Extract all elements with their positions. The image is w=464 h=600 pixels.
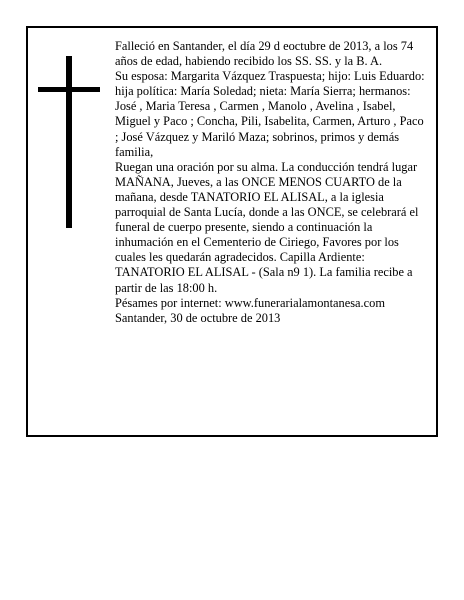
cross-vertical-bar xyxy=(66,56,72,228)
notice-paragraph-place-date: Santander, 30 de octubre de 2013 xyxy=(115,310,281,325)
latin-cross-icon xyxy=(38,56,102,228)
notice-paragraph-death: Falleció en Santander, el día 29 d eoctubre de 2013, a los 74 años de edad, habiendo recibido los SS. SS. y la B. A. xyxy=(115,39,414,69)
obituary-notice xyxy=(26,26,438,437)
notice-paragraph-family: Su esposa: Margarita Vázquez Traspuesta; hijo: Luis Eduardo: hija política: María Soledad; nieta: María Sierra; hermanos: José , Maria Teresa , Carmen , Manolo , Avelina , Isabel, Miguel y Paco ; Concha, Pili, Isabelita, Carmen, Arturo , Paco ; José Vázquez y Mariló Maza; sobrinos, primos y demás familia, xyxy=(115,69,425,159)
notice-text xyxy=(115,39,425,326)
cross-horizontal-bar xyxy=(38,87,100,92)
notice-paragraph-condolences: Pésames por internet: www.funerarialamontanesa.com xyxy=(115,295,385,310)
notice-paragraph-funeral: Ruegan una oración por su alma. La conducción tendrá lugar MAÑANA, Jueves, a las ONCE MENOS CUARTO de la mañana, desde TANATORIO EL ALISAL, a la iglesia parroquial de Santa Lucía, donde a las ONCE, se celebrará el funeral de cuerpo presente, siendo a continuación la inhumación en el Cementerio de Ciriego, Favores por los cuales les quedarán agradecidos. Capilla Ardiente: TANATORIO EL ALISAL - (Sala n9 1). La familia recibe a partir de las 18:00 h. xyxy=(115,159,419,295)
